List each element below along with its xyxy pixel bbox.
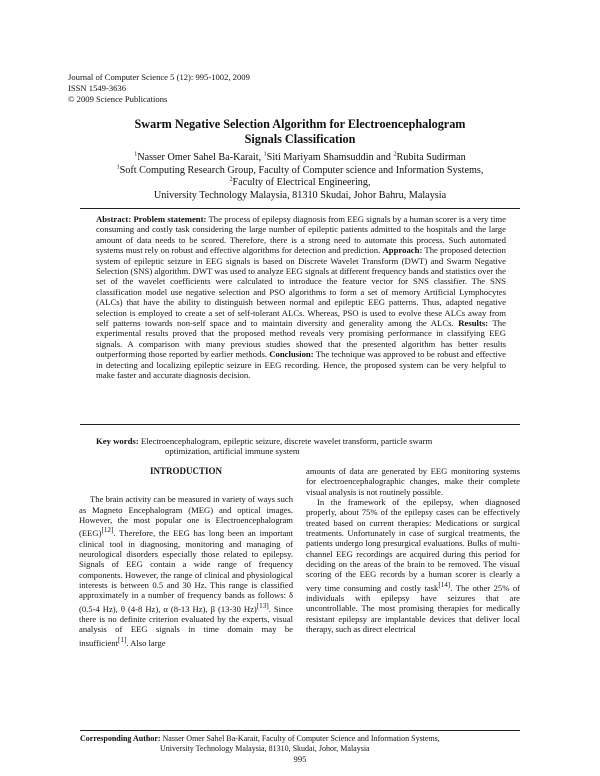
copyright: © 2009 Science Publications	[68, 94, 168, 104]
affiliation-2: $^2$Faculty of Electrical Engineering,	[229, 176, 371, 189]
footer-rule	[80, 730, 520, 731]
page-number: 995	[293, 754, 307, 764]
abstract: Abstract: Problem statement: The process of epilepsy diagnosis from EEG signals by a human scorer is a very time consuming and costly task considering the large number of epileptic patients admitted to the hospitals and the large amount of data needs to be scored. Therefore, there is a strong need to automate this process. Such automated systems must rely on robust and effective algorithms for detection and prediction. Approach: The proposed detection system of epileptic seizure in EEG signals is based on Discrete Wavelet Transform (DWT) and Swarm Negative Selection (SNS) algorithm. DWT was used to analyze EEG signals at different frequency bands and statistics over the set of the wavelet coefficients were calculated to introduce the feature vector for SNS classifier. The SNS classification model use negative selection and PSO algorithms to form a set of memory Artificial Lymphocytes (ALCs) that have the ability to distinguish between normal and epileptic EEG patterns. Thus, adapted negative selection is employed to create a set of self-tolerant ALCs. Whereas, PSO is used to evolve these ALCs away from self patterns towards non-self space and to maintain diversity and generality among the ALCs. Results: The experimental results proved that the proposed method reveals very promising performance in classifying EEG signals. A comparison with many previous studies showed that the presented algorithm has better results outperforming those reported by earlier methods. Conclusion: The technique was approved to be robust and effective in detecting and localizing epileptic seizure in EEG recording. Hence, the proposed system can be very helpful to make faster and accurate diagnosis decision.	[96, 214, 507, 381]
keywords: Key words: Electroencephalogram, epileptic seizure, discrete wavelet transform, particle swarm optimization, artificial immune system	[96, 436, 433, 457]
author-block	[60, 152, 540, 202]
issn: ISSN 1549-3636	[68, 83, 127, 93]
intro-paragraph-1: The brain activity can be measured in variety of ways such as Magneto Encephalogram (MEG) and optical images. However, the most popular one is Electroencephalogram (EEG)[12]. Therefore, the EEG has long been an important clinical tool in diagnosing, monitoring and managing of neurological disorders especially those related to epilepsy. Signals of EEG contain a wide range of frequency components. However, the range of clinical and physiological interests is between 0.5 and 30 Hz. This range is classified approximately in a number of frequency bands as follows: δ (0.5-4 Hz), θ (4-8 Hz), α (8-13 Hz), β (13-30 Hz)[13]. Since there is no definite criterion evaluated by the experts, visual analysis of EEG signals in time domain may be insufficient[1]. Also large	[79, 494, 293, 648]
intro-paragraph-2: In the framework of the epilepsy, when diagnosed properly, about 75% of the epilepsy cases can be effectively treated based on current therapies: Medications or surgical treatments. Unfortunately in case of surgical treatments, the patients undergo long presurgical evaluations. Bulks of multi-channel EEG recordings are acquired during this period for deciding on the areas of the brain to be removed. The visual scoring of the EEG records by a human scorer is clearly a very time consuming and costly task[14]. The other 25% of individuals with epilepsy have seizures that are uncontrollable. The most promising therapies for medically resistant epilepsy are implantable devices that deliver local therapy, such as direct electrical	[306, 497, 520, 635]
journal-citation: Journal of Computer Science 5 (12): 995-1002, 2009	[68, 72, 250, 82]
paper-title	[60, 117, 540, 147]
left-column	[79, 466, 293, 648]
affiliation-1: $^1$Soft Computing Research Group, Faculty of Computer science and Information Systems,	[116, 164, 484, 176]
journal-header	[68, 72, 250, 105]
right-column	[306, 466, 520, 634]
title-line-2: Signals Classification	[244, 132, 356, 146]
abstract-bottom-rule	[80, 424, 520, 425]
author-names: $^1$Nasser Omer Sahel Ba-Karait, $^1$Siti Mariyam Shamsuddin and $^2$Rubita Sudirman	[134, 151, 466, 163]
intro-paragraph-1-continued: amounts of data are generated by EEG monitoring systems for electroencephalographic changes, make their complete visual analysis is not routinely possible.	[306, 466, 520, 497]
section-heading-introduction: INTRODUCTION	[149, 466, 222, 476]
abstract-top-rule	[80, 208, 520, 209]
affiliation-3: University Technology Malaysia, 81310 Skudai, Johor Bahru, Malaysia	[153, 189, 447, 201]
corresponding-author: Corresponding Author: Nasser Omer Sahel Ba-Karait, Faculty of Computer Science and Information Systems, University Technology Malaysia, 81310, Skudai, Johor, Malaysia	[80, 734, 440, 753]
title-line-1: Swarm Negative Selection Algorithm for Electroencephalogram	[134, 117, 466, 131]
